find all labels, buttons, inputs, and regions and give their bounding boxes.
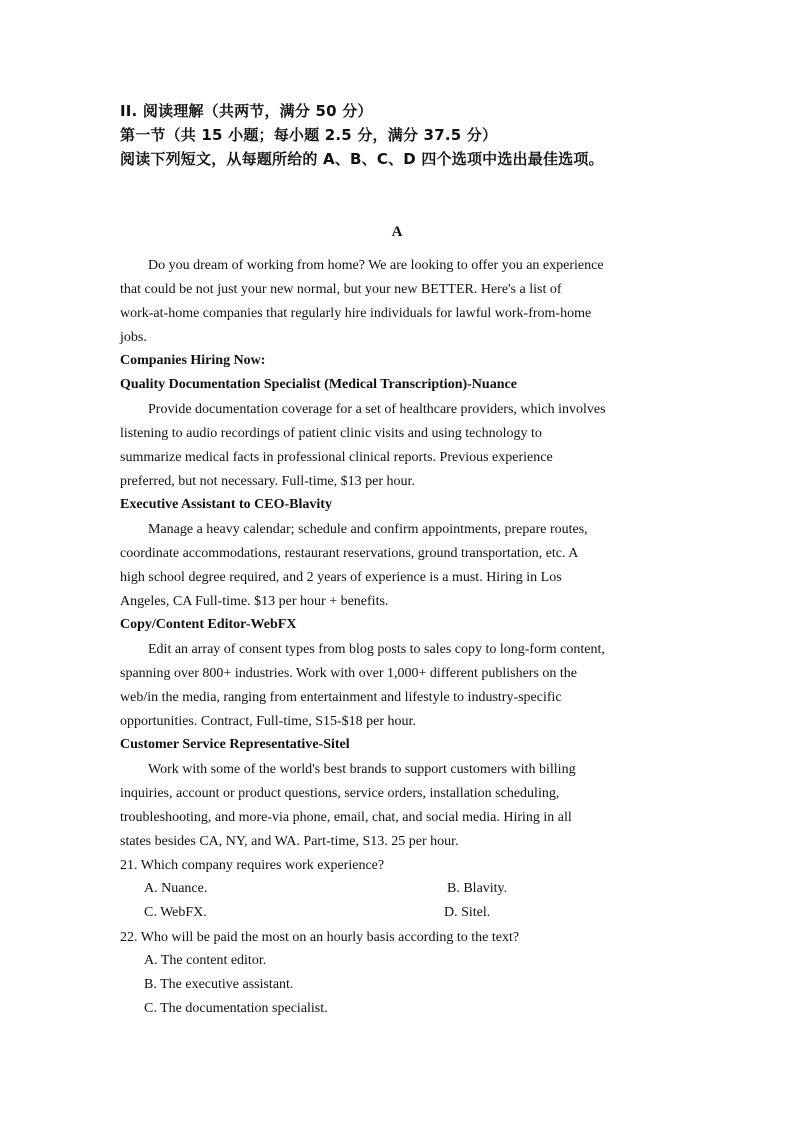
intro-line: that could be not just your new normal, but your new BETTER. Here's a list of	[120, 282, 562, 297]
job-desc-line: troubleshooting, and more-via phone, email, chat, and social media. Hiring in all	[120, 810, 572, 825]
job-desc-line: Manage a heavy calendar; schedule and confirm appointments, prepare routes,	[148, 522, 588, 537]
intro-line: jobs.	[120, 330, 147, 345]
intro-line: work-at-home companies that regularly hire individuals for lawful work-from-home	[120, 306, 592, 321]
question-stem: 21. Which company requires work experience?	[120, 858, 385, 873]
answer-option: A. Nuance.	[144, 881, 208, 896]
hiring-heading: Companies Hiring Now:	[120, 353, 266, 368]
answer-option: D. Sitel.	[444, 905, 491, 920]
answer-option: C. The documentation specialist.	[144, 1001, 328, 1016]
job-title: Copy/Content Editor-WebFX	[120, 617, 297, 632]
job-desc-line: states besides CA, NY, and WA. Part-time, S13. 25 per hour.	[120, 834, 459, 849]
instructions: 阅读下列短文，从每题所给的 A、B、C、D 四个选项中选出最佳选项。	[120, 150, 604, 168]
job-desc-line: spanning over 800+ industries. Work with over 1,000+ different publishers on the	[120, 666, 578, 681]
question-stem: 22. Who will be paid the most on an hourly basis according to the text?	[120, 930, 520, 945]
job-title: Quality Documentation Specialist (Medical Transcription)-Nuance	[120, 377, 517, 392]
job-desc-line: summarize medical facts in professional clinical reports. Previous experience	[120, 450, 553, 465]
answer-option: A. The content editor.	[144, 953, 267, 968]
part-heading: II. 阅读理解（共两节，满分 50 分）	[120, 102, 373, 120]
answer-option: C. WebFX.	[144, 905, 207, 920]
job-desc-line: Angeles, CA Full-time. $13 per hour + benefits.	[120, 594, 389, 609]
intro-line: Do you dream of working from home? We are looking to offer you an experience	[148, 258, 604, 273]
job-desc-line: Edit an array of consent types from blog posts to sales copy to long-form content,	[148, 642, 605, 657]
job-desc-line: web/in the media, ranging from entertainment and lifestyle to industry-specific	[120, 690, 562, 705]
job-desc-line: preferred, but not necessary. Full-time, $13 per hour.	[120, 474, 415, 489]
job-desc-line: inquiries, account or product questions, service orders, installation scheduling,	[120, 786, 560, 801]
answer-option: B. Blavity.	[447, 881, 508, 896]
section-heading: 第一节（共 15 小题；每小题 2.5 分，满分 37.5 分）	[120, 126, 498, 144]
job-desc-line: Work with some of the world's best brands to support customers with billing	[148, 762, 576, 777]
job-title: Executive Assistant to CEO-Blavity	[120, 497, 332, 512]
job-desc-line: coordinate accommodations, restaurant reservations, ground transportation, etc. A	[120, 546, 579, 561]
job-desc-line: Provide documentation coverage for a set of healthcare providers, which involves	[148, 402, 606, 417]
job-desc-line: opportunities. Contract, Full-time, S15-$18 per hour.	[120, 714, 416, 729]
job-desc-line: listening to audio recordings of patient clinic visits and using technology to	[120, 426, 542, 441]
job-desc-line: high school degree required, and 2 years of experience is a must. Hiring in Los	[120, 570, 562, 585]
passage-title: A	[391, 224, 403, 240]
answer-option: B. The executive assistant.	[144, 977, 294, 992]
job-title: Customer Service Representative-Sitel	[120, 737, 350, 752]
